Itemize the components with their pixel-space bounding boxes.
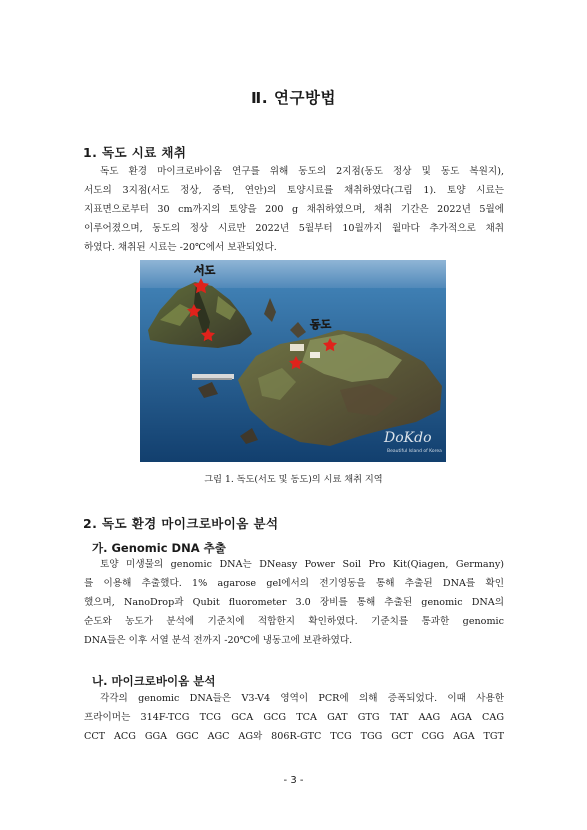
dokdo-aerial-photo — [140, 260, 446, 462]
watermark-subtitle: Beautiful Island of Korea — [387, 449, 442, 454]
subsection-heading-microbiome-analysis: 나. 마이크로바이옴 분석 — [92, 674, 216, 688]
paragraph-line: 독도 환경 마이크로바이옴 연구를 위해 동도의 2지점(동도 정상 및 동도 복원지), — [100, 166, 504, 177]
paragraph-line: 순도와 농도가 분석에 기준치에 적합한지 확인하였다. 기준치를 통과한 genomic — [84, 616, 504, 627]
paragraph-microbiome-analysis — [84, 689, 504, 746]
paragraph-line: 를 이용해 추출했다. 1% agarose gel에서의 전기영동을 통해 추출된 DNA를 확인 — [84, 578, 504, 589]
paragraph-dna-extraction — [84, 555, 504, 650]
paragraph-line: 서도의 3지점(서도 정상, 중턱, 연안)의 토양시료를 채취하였다(그림 1). 토양 시료는 — [84, 185, 504, 196]
paragraph-line: 토양 미생물의 genomic DNA는 DNeasy Power Soil Pro Kit(Qiagen, Germany) — [100, 559, 504, 570]
subsection-heading-dna-extraction: 가. Genomic DNA 추출 — [92, 541, 226, 555]
paragraph-line: CCT ACG GGA GGC AGC AG와 806R-GTC TCG TGG GCT CGG AGA TGT — [84, 731, 504, 742]
page-number: - 3 - — [283, 775, 304, 786]
paragraph-line: 이루어졌으며, 동도의 정상 시료만 2022년 5월부터 10월까지 월마다 추가적으로 채취 — [84, 223, 504, 234]
section-heading-microbiome: 2. 독도 환경 마이크로바이옴 분석 — [83, 516, 279, 531]
figure-caption: 그림 1. 독도(서도 및 동도)의 시료 채취 지역 — [204, 474, 383, 485]
paragraph-line: DNA들은 이후 서열 분석 전까지 -20℃에 냉동고에 보관하였다. — [84, 635, 353, 646]
paragraph-line: 하였다. 채취된 시료는 -20℃에서 보관되었다. — [84, 242, 277, 253]
label-seodo: 서도 — [194, 265, 216, 277]
paragraph-sampling — [84, 162, 504, 257]
section-heading-sampling: 1. 독도 시료 채취 — [83, 145, 187, 160]
paragraph-line: 지표면으로부터 30 cm까지의 토양을 200 g 채취하였으며, 채취 기간은 2022년 5월에 — [84, 204, 504, 215]
paragraph-line: 했으며, NanoDrop과 Qubit fluorometer 3.0 장비를 통해 추출된 genomic DNA의 — [84, 597, 504, 608]
watermark-logo: DoKdo — [384, 430, 432, 446]
chapter-title: Ⅱ. 연구방법 — [251, 89, 336, 107]
label-dongdo: 동도 — [310, 319, 332, 331]
paragraph-line: 프라이머는 314F-TCG TCG GCA GCG TCA GAT GTG TAT AAG AGA CAG — [84, 712, 504, 723]
paragraph-line: 각각의 genomic DNA들은 V3-V4 영역이 PCR에 의해 증폭되었다. 이때 사용한 — [100, 693, 504, 704]
